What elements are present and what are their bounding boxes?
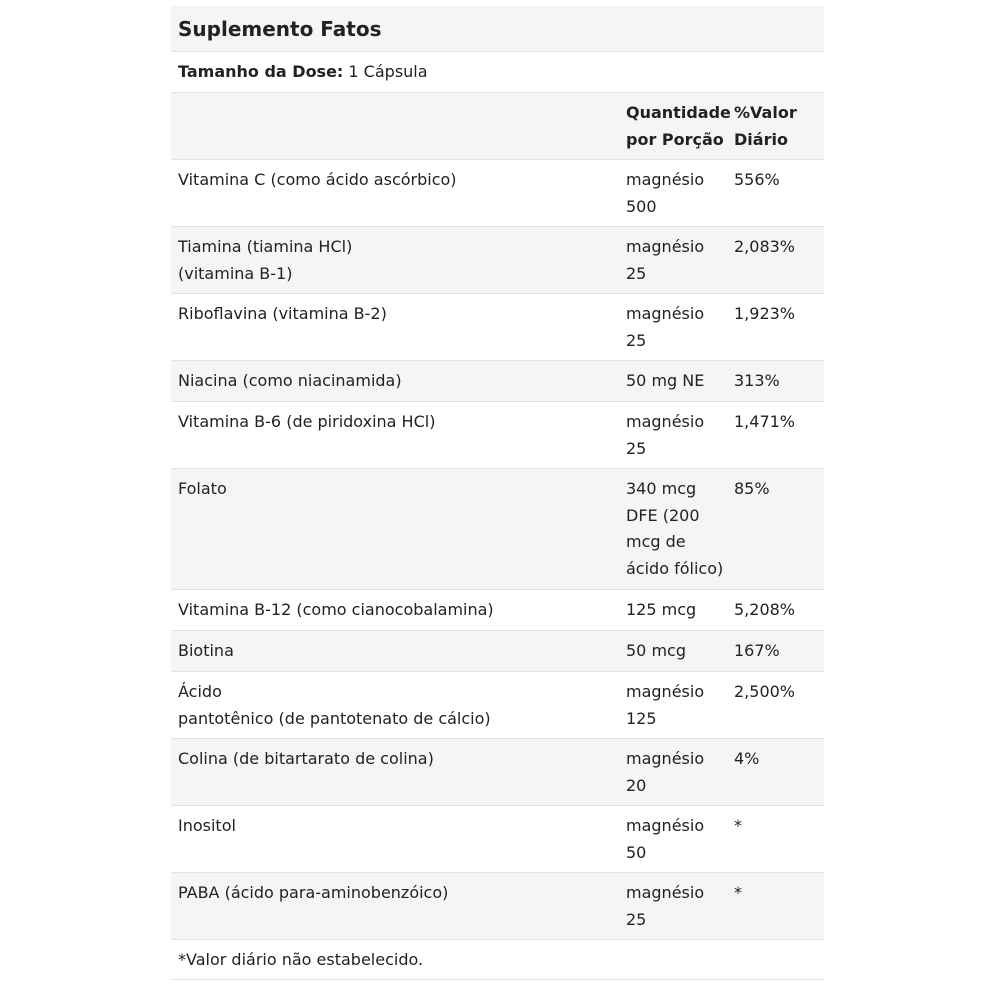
nutrient-daily-value: 2,083% <box>734 237 796 256</box>
serving-size-value: 1 Cápsula <box>343 62 428 81</box>
nutrient-name: Niacina (como niacinamida) <box>178 371 402 390</box>
table-row <box>171 806 824 873</box>
nutrient-name: Vitamina C (como ácido ascórbico) <box>178 170 457 189</box>
nutrient-name: Tiamina (tiamina HCl) (vitamina B-1) <box>178 237 353 283</box>
nutrient-amount: magnésio 125 <box>626 682 705 728</box>
nutrient-amount: magnésio 50 <box>626 816 705 862</box>
table-row <box>171 590 824 631</box>
footnote: *Valor diário não estabelecido. <box>171 940 824 980</box>
nutrient-amount: magnésio 20 <box>626 749 705 795</box>
table-row <box>171 631 824 672</box>
nutrient-daily-value: 4% <box>734 749 760 768</box>
nutrient-daily-value: 556% <box>734 170 780 189</box>
table-header-row <box>171 93 824 160</box>
nutrient-amount: magnésio 25 <box>626 304 705 350</box>
nutrient-amount: 50 mcg <box>626 641 686 660</box>
nutrient-name: PABA (ácido para-aminobenzóico) <box>178 883 449 902</box>
nutrient-daily-value: 5,208% <box>734 600 796 619</box>
serving-size <box>171 52 824 93</box>
nutrient-daily-value: * <box>734 816 742 835</box>
nutrient-name: Colina (de bitartarato de colina) <box>178 749 434 768</box>
nutrient-amount: magnésio 500 <box>626 170 705 216</box>
supplement-facts-table <box>171 6 824 980</box>
nutrient-daily-value: 1,923% <box>734 304 796 323</box>
nutrient-name: Folato <box>178 479 227 498</box>
nutrient-amount: magnésio 25 <box>626 412 705 458</box>
table-row <box>171 672 824 739</box>
nutrient-name: Vitamina B-6 (de piridoxina HCl) <box>178 412 436 431</box>
header-empty-cell <box>171 93 620 159</box>
nutrient-daily-value: 1,471% <box>734 412 796 431</box>
nutrient-amount: 125 mcg <box>626 600 697 619</box>
nutrient-daily-value: 85% <box>734 479 770 498</box>
nutrient-daily-value: 167% <box>734 641 780 660</box>
header-daily-value: %Valor Diário <box>734 103 797 149</box>
table-row <box>171 469 824 590</box>
nutrient-name: Ácido pantotênico (de pantotenato de cálcio) <box>178 682 491 728</box>
serving-size-label: Tamanho da Dose: <box>178 62 344 81</box>
nutrient-amount: magnésio 25 <box>626 237 705 283</box>
table-row <box>171 873 824 940</box>
nutrient-daily-value: * <box>734 883 742 902</box>
nutrient-amount: 340 mcg DFE (200 mcg de ácido fólico) <box>626 479 724 578</box>
nutrient-name: Vitamina B-12 (como cianocobalamina) <box>178 600 494 619</box>
table-row <box>171 739 824 806</box>
table-row <box>171 402 824 469</box>
nutrient-name: Biotina <box>178 641 234 660</box>
nutrient-name: Riboflavina (vitamina B-2) <box>178 304 387 323</box>
table-row <box>171 294 824 361</box>
table-title: Suplemento Fatos <box>171 6 824 52</box>
nutrient-daily-value: 2,500% <box>734 682 796 701</box>
nutrient-daily-value: 313% <box>734 371 780 390</box>
nutrient-amount: 50 mg NE <box>626 371 705 390</box>
nutrient-name: Inositol <box>178 816 236 835</box>
table-row <box>171 361 824 402</box>
table-row <box>171 160 824 227</box>
table-row <box>171 227 824 294</box>
nutrient-amount: magnésio 25 <box>626 883 705 929</box>
header-amount: Quantidade por Porção <box>626 103 731 149</box>
